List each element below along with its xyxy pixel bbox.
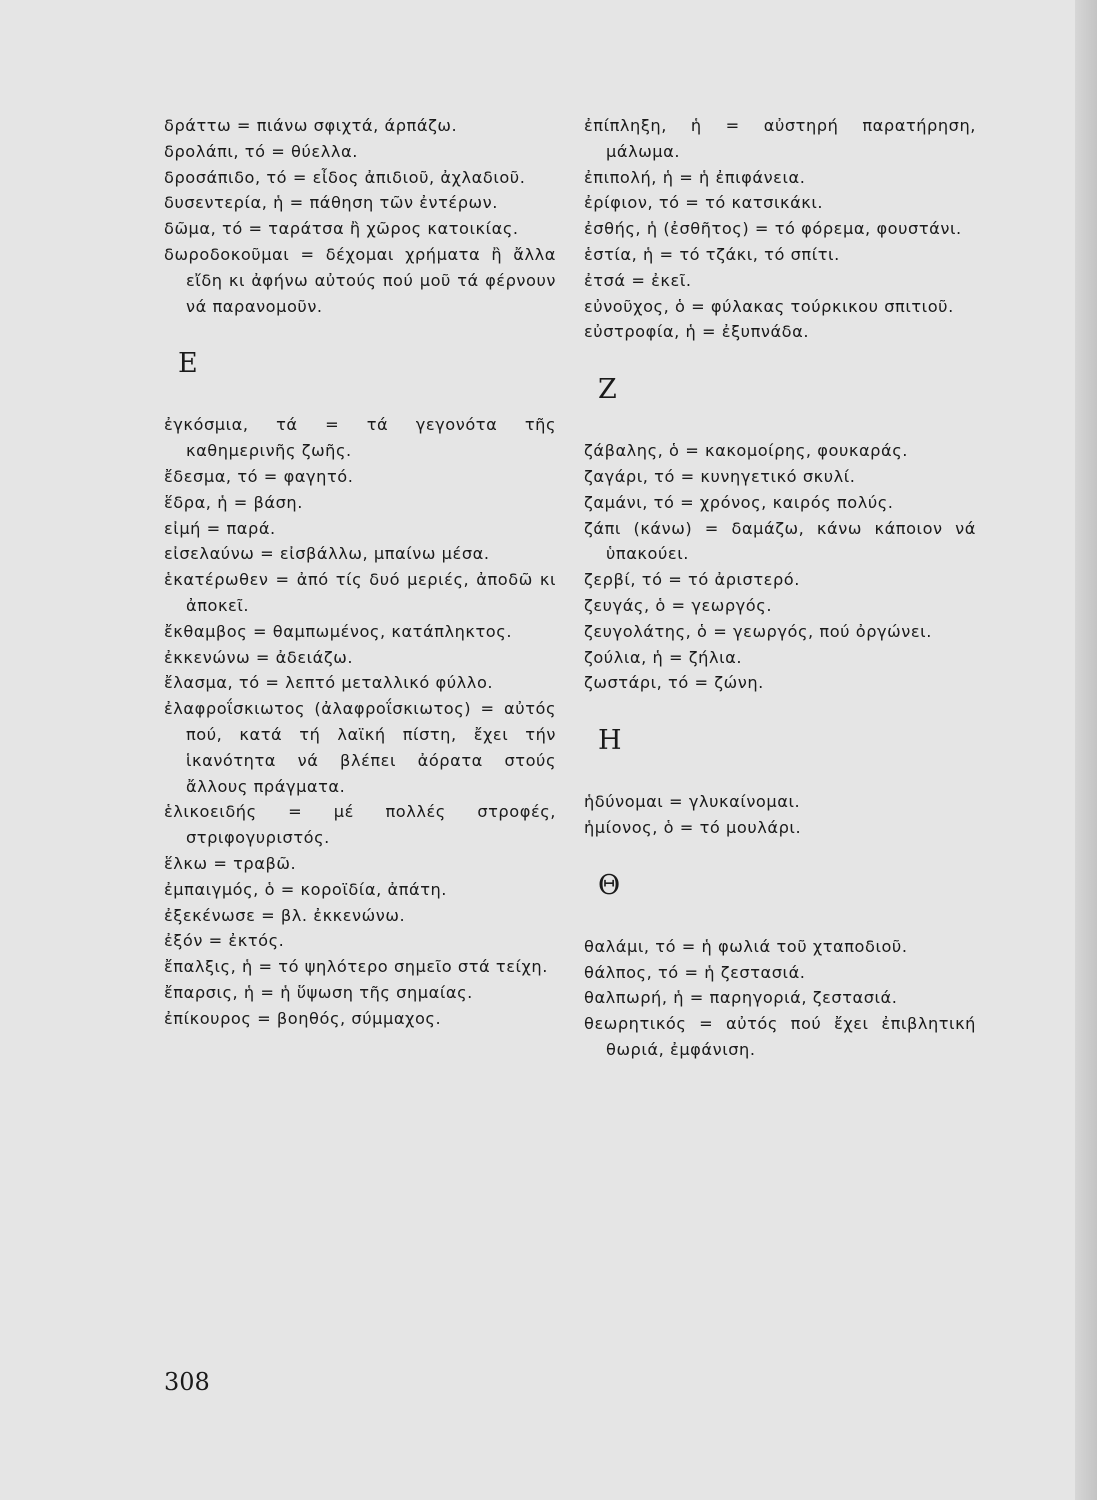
entry-group	[584, 113, 976, 345]
glossary-entry: ἐτσά = ἐκεῖ.	[584, 270, 692, 290]
glossary-entry: ἐκκενώνω = ἀδειάζω.	[164, 647, 354, 667]
glossary-entry: δῶμα, τό = ταράτσα ἢ χῶρος κατοικίας.	[164, 219, 519, 239]
glossary-entry: ἐξόν = ἐκτός.	[164, 931, 285, 951]
glossary-entry: ζούλια, ἡ = ζήλια.	[584, 647, 743, 667]
glossary-entry: ζωστάρι, τό = ζώνη.	[584, 673, 764, 693]
glossary-entry: ἕδρα, ἡ = βάση.	[164, 492, 303, 512]
glossary-entry: δωροδοκοῦμαι = δέχομαι χρήματα ἢ ἄλλα εἴδη κι ἀφήνω αὐτούς πού μοῦ τά φέρνουν νά παρανομοῦν.	[164, 244, 556, 316]
glossary-entry: θάλπος, τό = ἡ ζεστασιά.	[584, 962, 806, 982]
section-letter-e: Ε	[178, 348, 198, 380]
glossary-entry: θαλπωρή, ἡ = παρηγοριά, ζεστασιά.	[584, 988, 898, 1008]
glossary-entry: ἔκθαμβος = θαμπωμένος, κατάπληκτος.	[164, 621, 513, 641]
entry-group	[164, 412, 556, 1031]
glossary-entry: εὐστροφία, ἡ = ἐξυπνάδα.	[584, 322, 810, 342]
glossary-entry: ἔπαλξις, ἡ = τό ψηλότερο σημεῖο στά τείχη.	[164, 957, 548, 977]
glossary-entry: ζαγάρι, τό = κυνηγετικό σκυλί.	[584, 466, 856, 486]
page-number: 308	[164, 1368, 210, 1396]
entry-group	[584, 934, 976, 1063]
page-edge	[1075, 0, 1097, 1500]
section-letter-th: Θ	[598, 869, 621, 901]
glossary-entry: ἔλασμα, τό = λεπτό μεταλλικό φύλλο.	[164, 673, 494, 693]
glossary-entry: ἐσθής, ἡ (ἐσθῆτος) = τό φόρεμα, φουστάνι.	[584, 219, 962, 239]
glossary-entry: δροσάπιδο, τό = εἶδος ἀπιδιοῦ, ἀχλαδιοῦ.	[164, 167, 526, 187]
glossary-entry: ἑλικοειδής = μέ πολλές στροφές, στριφογυριστός.	[164, 802, 556, 848]
glossary-entry: ἕλκω = τραβῶ.	[164, 853, 297, 873]
glossary-entry: εἰσελαύνω = εἰσβάλλω, μπαίνω μέσα.	[164, 544, 490, 564]
glossary-entry: ζάβαλης, ὁ = κακομοίρης, φουκαράς.	[584, 441, 908, 461]
glossary-entry: ἐγκόσμια, τά = τά γεγονότα τῆς καθημερινῆς ζωῆς.	[164, 415, 556, 461]
glossary-entry: θαλάμι, τό = ἡ φωλιά τοῦ χταποδιοῦ.	[584, 936, 908, 956]
glossary-entry: ἔδεσμα, τό = φαγητό.	[164, 466, 354, 486]
glossary-entry: ἔπαρσις, ἡ = ἡ ὕψωση τῆς σημαίας.	[164, 982, 473, 1002]
glossary-entry: ζαμάνι, τό = χρόνος, καιρός πολύς.	[584, 492, 894, 512]
glossary-entry: δυσεντερία, ἡ = πάθηση τῶν ἐντέρων.	[164, 193, 498, 213]
right-column	[584, 113, 976, 1063]
entry-group	[164, 113, 556, 319]
glossary-entry: ζάπι (κάνω) = δαμάζω, κάνω κάποιον νά ὑπακούει.	[584, 518, 976, 564]
section-letter-z: Ζ	[598, 374, 617, 406]
glossary-entry: θεωρητικός = αὐτός πού ἔχει ἐπιβλητική θωριά, ἐμφάνιση.	[584, 1014, 976, 1059]
glossary-entry: εὐνοῦχος, ὁ = φύλακας τούρκικου σπιτιοῦ.	[584, 296, 954, 316]
glossary-entry: ἐπίπληξη, ἡ = αὐστηρή παρατήρηση, μάλωμα.	[584, 116, 976, 161]
glossary-entry: ἡμίονος, ὁ = τό μουλάρι.	[584, 817, 802, 837]
entry-group	[584, 438, 976, 696]
glossary-entry: ἡδύνομαι = γλυκαίνομαι.	[584, 792, 801, 812]
glossary-entry: ἑστία, ἡ = τό τζάκι, τό σπίτι.	[584, 244, 840, 264]
glossary-entry: δρολάπι, τό = θύελλα.	[164, 141, 358, 161]
section-letter-h: Η	[598, 725, 622, 757]
left-column	[164, 113, 556, 1032]
glossary-entry: ζευγάς, ὁ = γεωργός.	[584, 595, 773, 615]
glossary-entry: ἐρίφιον, τό = τό κατσικάκι.	[584, 193, 824, 213]
glossary-entry: ἐξεκένωσε = βλ. ἐκκενώνω.	[164, 905, 406, 925]
glossary-entry: ζευγολάτης, ὁ = γεωργός, πού ὀργώνει.	[584, 621, 932, 641]
glossary-entry: δράττω = πιάνω σφιχτά, άρπάζω.	[164, 116, 458, 135]
glossary-entry: ἐμπαιγμός, ὁ = κοροϊδία, ἀπάτη.	[164, 879, 448, 899]
glossary-entry: ἐλαφροΐσκιωτος (ἀλαφροΐσκιωτος) = αὐτός πού, κατά τή λαϊκή πίστη, ἔχει τήν ἱκανότητα νά βλέπει ἀόρατα στούς ἄλλους πράγματα.	[164, 699, 556, 796]
glossary-entry: ἐπίκουρος = βοηθός, σύμμαχος.	[164, 1008, 442, 1028]
entry-group	[584, 789, 976, 841]
glossary-entry: ζερβί, τό = τό ἀριστερό.	[584, 570, 800, 590]
glossary-entry: ἐπιπολή, ἡ = ἡ ἐπιφάνεια.	[584, 167, 806, 187]
glossary-entry: εἰμή = παρά.	[164, 518, 276, 538]
glossary-entry: ἑκατέρωθεν = ἀπό τίς δυό μεριές, ἀποδῶ κι ἀποκεῖ.	[164, 570, 556, 615]
